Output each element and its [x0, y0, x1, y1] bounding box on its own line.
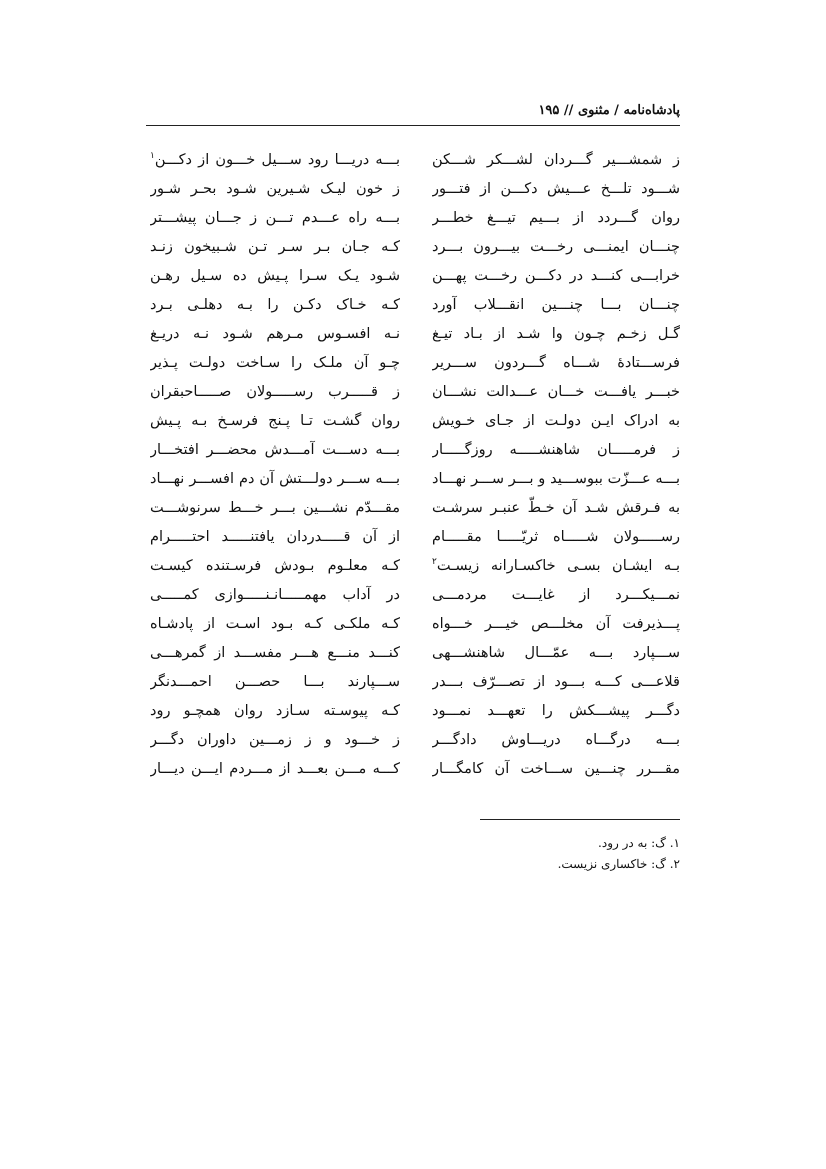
- verse-line: ســـپارد بـــه عمّـــال شاهنشـــهی: [432, 645, 680, 661]
- verse-line: ز خـــود و ز زمـــین داوران دگـــر: [150, 732, 400, 748]
- verse-line: چـو آن ملـک را سـاخت دولـت پـذیر: [150, 355, 400, 371]
- verse-line: در آداب مهمـــــانـنـــــوازی کمـــــی: [150, 587, 400, 603]
- verse-line: کـــه مـــن بعـــد از مـــردم ایـــن دیـــار: [150, 761, 400, 777]
- verse-line: شـــود تلـــخ عـــیش دکـــن از فتـــور: [432, 181, 680, 197]
- verse-line: مقـــدّم نشـــین بـــر خـــط سرنوشـــت: [150, 500, 400, 516]
- footnote-rule: [480, 819, 680, 820]
- verse-line-with-footnote: [432, 552, 680, 581]
- verse-line: نـه افسـوس مـرهم شـود نـه دریـغ: [150, 326, 400, 342]
- verse-line: بـــه ســـر دولـــتش آن دم افســـر نهـــاد: [150, 471, 400, 487]
- verse-line: بـــه دســـت آمـــدش محضـــر افتخـــار: [150, 442, 400, 458]
- verse-line: خبـــر یافـــت خـــان عـــدالت نشـــان: [432, 384, 680, 400]
- footnotes: [280, 833, 680, 875]
- verse-line: روان گشـت تـا پـنج فرسـخ بـه پـیش: [150, 413, 400, 429]
- verse-column-left: [150, 146, 400, 784]
- footnote: ۲. گ: خاکساری نزیست.: [557, 857, 680, 871]
- verse-line: ز فرمـــــان شاهنشـــــه روزگـــــار: [432, 442, 680, 458]
- verse-line: خرابـــی کنـــد در دکـــن رخـــت پهـــن: [432, 268, 680, 284]
- verse-line: شـود یـک سـرا پـیش ده سـیل رهـن: [150, 268, 400, 284]
- verse-line: فرســـتادهٔ شـــاه گـــردون ســـریر: [432, 355, 680, 371]
- running-header: [146, 100, 680, 126]
- verse-line: چنـــان ایمنـــی رخـــت بیـــرون بـــرد: [432, 239, 680, 255]
- verse-column-right: [432, 146, 680, 784]
- verse-line: به فـرقش شـد آن خـطّ عنبـر سرشـت: [432, 500, 680, 516]
- verse-line: ز شمشـــیر گـــردان لشـــکر شـــکن: [432, 152, 680, 168]
- verse-line: ز خون لیـک شـیرین شـود بحـر شـور: [150, 181, 400, 197]
- verse-line: کـه خـاک دکـن را بـه دهلـی بـرد: [150, 297, 400, 313]
- verse-line: ســـپارند بـــا حصـــن احمـــدنگر: [150, 674, 400, 690]
- verse-line: قلاعـــی کـــه بـــود از تصـــرّف بـــدر: [432, 674, 680, 690]
- verse-line: بـــه عـــزّت ببوســـید و بـــر ســـر نهـــاد: [432, 471, 680, 487]
- verse-line: گـل زخـم چـون وا شـد از بـاد تیـغ: [432, 326, 680, 342]
- verse-line: پـــذیرفت آن مخلـــص خیـــر خـــواه: [432, 616, 680, 632]
- verse-text: بـــه دریـــا رود ســـیل خـــون از دکـــن: [154, 152, 400, 168]
- verse-line: کـه معلـوم بـودش فرسـتنده کیسـت: [150, 558, 400, 574]
- verse-line: بـــه راه عـــدم تـــن ز جـــان پیشـــتر: [150, 210, 400, 226]
- verse-line: مقـــرر چنـــین ســـاخت آن کامگـــار: [432, 761, 680, 777]
- verse-line: کنـــد منـــع هـــر مفســـد از گمرهـــی: [150, 645, 400, 661]
- verse-line: بـــه درگـــاه دریـــاوش دادگـــر: [432, 732, 680, 748]
- verse-line-with-footnote: [150, 146, 400, 175]
- footnote-ref: ۱: [150, 151, 155, 162]
- header-rule: [146, 125, 680, 126]
- verse-line: کـه جـان بـر سـر تـن شـبیخون زنـد: [150, 239, 400, 255]
- verse-line: به ادراک ایـن دولـت از جـای خـویش: [432, 413, 680, 429]
- verse-line: دگـــر پیشـــکش را تعهـــد نمـــود: [432, 703, 680, 719]
- verse-line: روان گـــردد از بـــیم تیـــغ خطـــر: [432, 210, 680, 226]
- verse-line: چنـــان بـــا چنـــین انقـــلاب آورد: [432, 297, 680, 313]
- running-title: پادشاه‌نامه / مثنوی // ۱۹۵: [538, 103, 680, 118]
- verse-line: کـه پیوسـته سـازد روان همچـو رود: [150, 703, 400, 719]
- verse-line: ز قـــــرب رســـــولان صـــــاحبقران: [150, 384, 400, 400]
- verse-text: بـه ایشـان بسـی خاکسـارانه زیسـت: [436, 558, 680, 574]
- footnote: ۱. گ: به در رود.: [598, 836, 680, 850]
- verse-line: از آن قـــــدردان یافتنـــــد احتـــــرام: [150, 529, 400, 545]
- footnote-ref: ۲: [432, 557, 437, 568]
- verse-line: رســـــولان شـــــاه ثریّـــــا مقـــــام: [432, 529, 680, 545]
- verse-line: کـه ملکـی کـه بـود اسـت از پادشـاه: [150, 616, 400, 632]
- verse-line: نمـــیکـــرد از غایـــت مردمـــی: [432, 587, 680, 603]
